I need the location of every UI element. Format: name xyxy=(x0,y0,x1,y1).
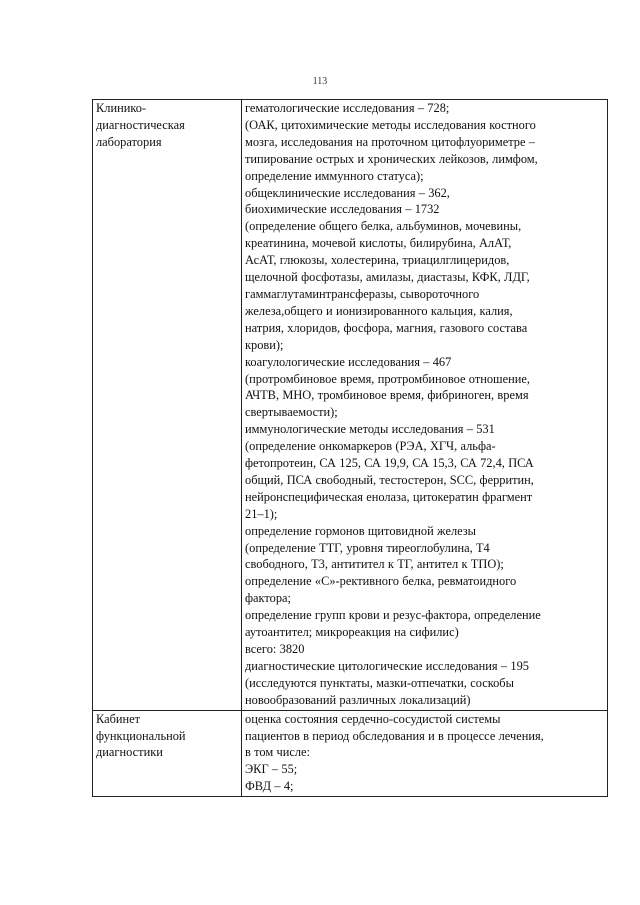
service-line: (определение онкомаркеров (РЭА, ХГЧ, альфа- xyxy=(245,439,496,454)
service-line: крови); xyxy=(245,337,284,352)
service-line: коагулологические исследования – 467 xyxy=(245,354,452,369)
services-description-cell xyxy=(242,710,608,797)
service-line: общий, ПСА свободный, тестостерон, SCC, ферритин, xyxy=(245,472,534,487)
service-line: определение иммунного статуса); xyxy=(245,168,424,183)
service-line: гаммаглутаминтрансферазы, сывороточного xyxy=(245,286,480,301)
table-body xyxy=(93,100,608,797)
service-line: (протромбиновое время, протромбиновое отношение, xyxy=(245,371,530,386)
table-row xyxy=(93,100,608,711)
service-line: АЧТВ, МНО, тромбиновое время, фибриноген, время xyxy=(245,388,529,403)
service-line: типирование острых и хронических лейкозов, лимфом, xyxy=(245,151,538,166)
department-name-line: диагностическая xyxy=(96,117,185,132)
service-line: свертываемости); xyxy=(245,405,338,420)
service-line: ФВД – 4; xyxy=(245,779,294,794)
department-name-line: Кабинет xyxy=(96,711,141,726)
service-line: определение гормонов щитовидной железы xyxy=(245,523,476,538)
department-name-cell xyxy=(93,710,242,797)
service-line: биохимические исследования – 1732 xyxy=(245,202,440,217)
department-name-line: Клинико- xyxy=(96,101,147,115)
department-name-cell xyxy=(93,100,242,711)
service-line: фетопротеин, СА 125, СА 19,9, СА 15,3, СА 72,4, ПСА xyxy=(245,456,534,471)
service-line: всего: 3820 xyxy=(245,642,305,656)
service-line: (определение ТТГ, уровня тиреоглобулина, Т4 xyxy=(245,540,490,555)
service-line: пациентов в период обследования и в процессе лечения, xyxy=(245,728,544,743)
services-table xyxy=(92,99,608,797)
service-line: новообразований различных локализаций) xyxy=(245,692,471,707)
service-line: аутоантител; микрореакция на сифилис) xyxy=(245,625,459,640)
service-line: (ОАК, цитохимические методы исследования костного xyxy=(245,117,536,132)
department-name-line: функциональной xyxy=(96,728,186,743)
service-line: свободного, Т3, антитител к ТГ, антител к ТПО); xyxy=(245,557,504,572)
service-line: ЭКГ – 55; xyxy=(245,762,298,777)
service-line: натрия, хлоридов, фосфора, магния, газового состава xyxy=(245,320,528,335)
service-line: гематологические исследования – 728; xyxy=(245,101,450,115)
service-line: (исследуются пунктаты, мазки-отпечатки, соскобы xyxy=(245,675,514,690)
service-line: определение «С»-рективного белка, ревматоидного xyxy=(245,574,517,589)
services-description-cell xyxy=(242,100,608,711)
department-name-line: лаборатория xyxy=(96,134,162,149)
service-line: оценка состояния сердечно-сосудистой системы xyxy=(245,711,501,726)
service-line: 21–1); xyxy=(245,506,278,521)
service-line: АсАТ, глюкозы, холестерина, триацилглицеридов, xyxy=(245,253,510,268)
table-row xyxy=(93,710,608,797)
service-line: фактора; xyxy=(245,591,291,606)
service-line: иммунологические методы исследования – 531 xyxy=(245,422,495,437)
service-line: общеклинические исследования – 362, xyxy=(245,185,450,200)
service-line: щелочной фосфотазы, амилазы, диастазы, КФК, ЛДГ, xyxy=(245,270,530,285)
service-line: диагностические цитологические исследования – 195 xyxy=(245,658,529,673)
service-line: (определение общего белка, альбуминов, мочевины, xyxy=(245,219,522,234)
service-line: креатинина, мочевой кислоты, билирубина, АлАТ, xyxy=(245,236,512,251)
service-line: железа,общего и ионизированного кальция, калия, xyxy=(245,303,513,318)
service-line: в том числе: xyxy=(245,745,310,760)
department-name-line: диагностики xyxy=(96,745,163,760)
service-line: нейронспецифическая енолаза, цитокератин фрагмент xyxy=(245,489,533,504)
service-line: определение групп крови и резус-фактора, определение xyxy=(245,608,541,623)
page-number: 113 xyxy=(312,76,328,87)
service-line: мозга, исследования на проточном цитофлуориметре – xyxy=(245,134,535,149)
